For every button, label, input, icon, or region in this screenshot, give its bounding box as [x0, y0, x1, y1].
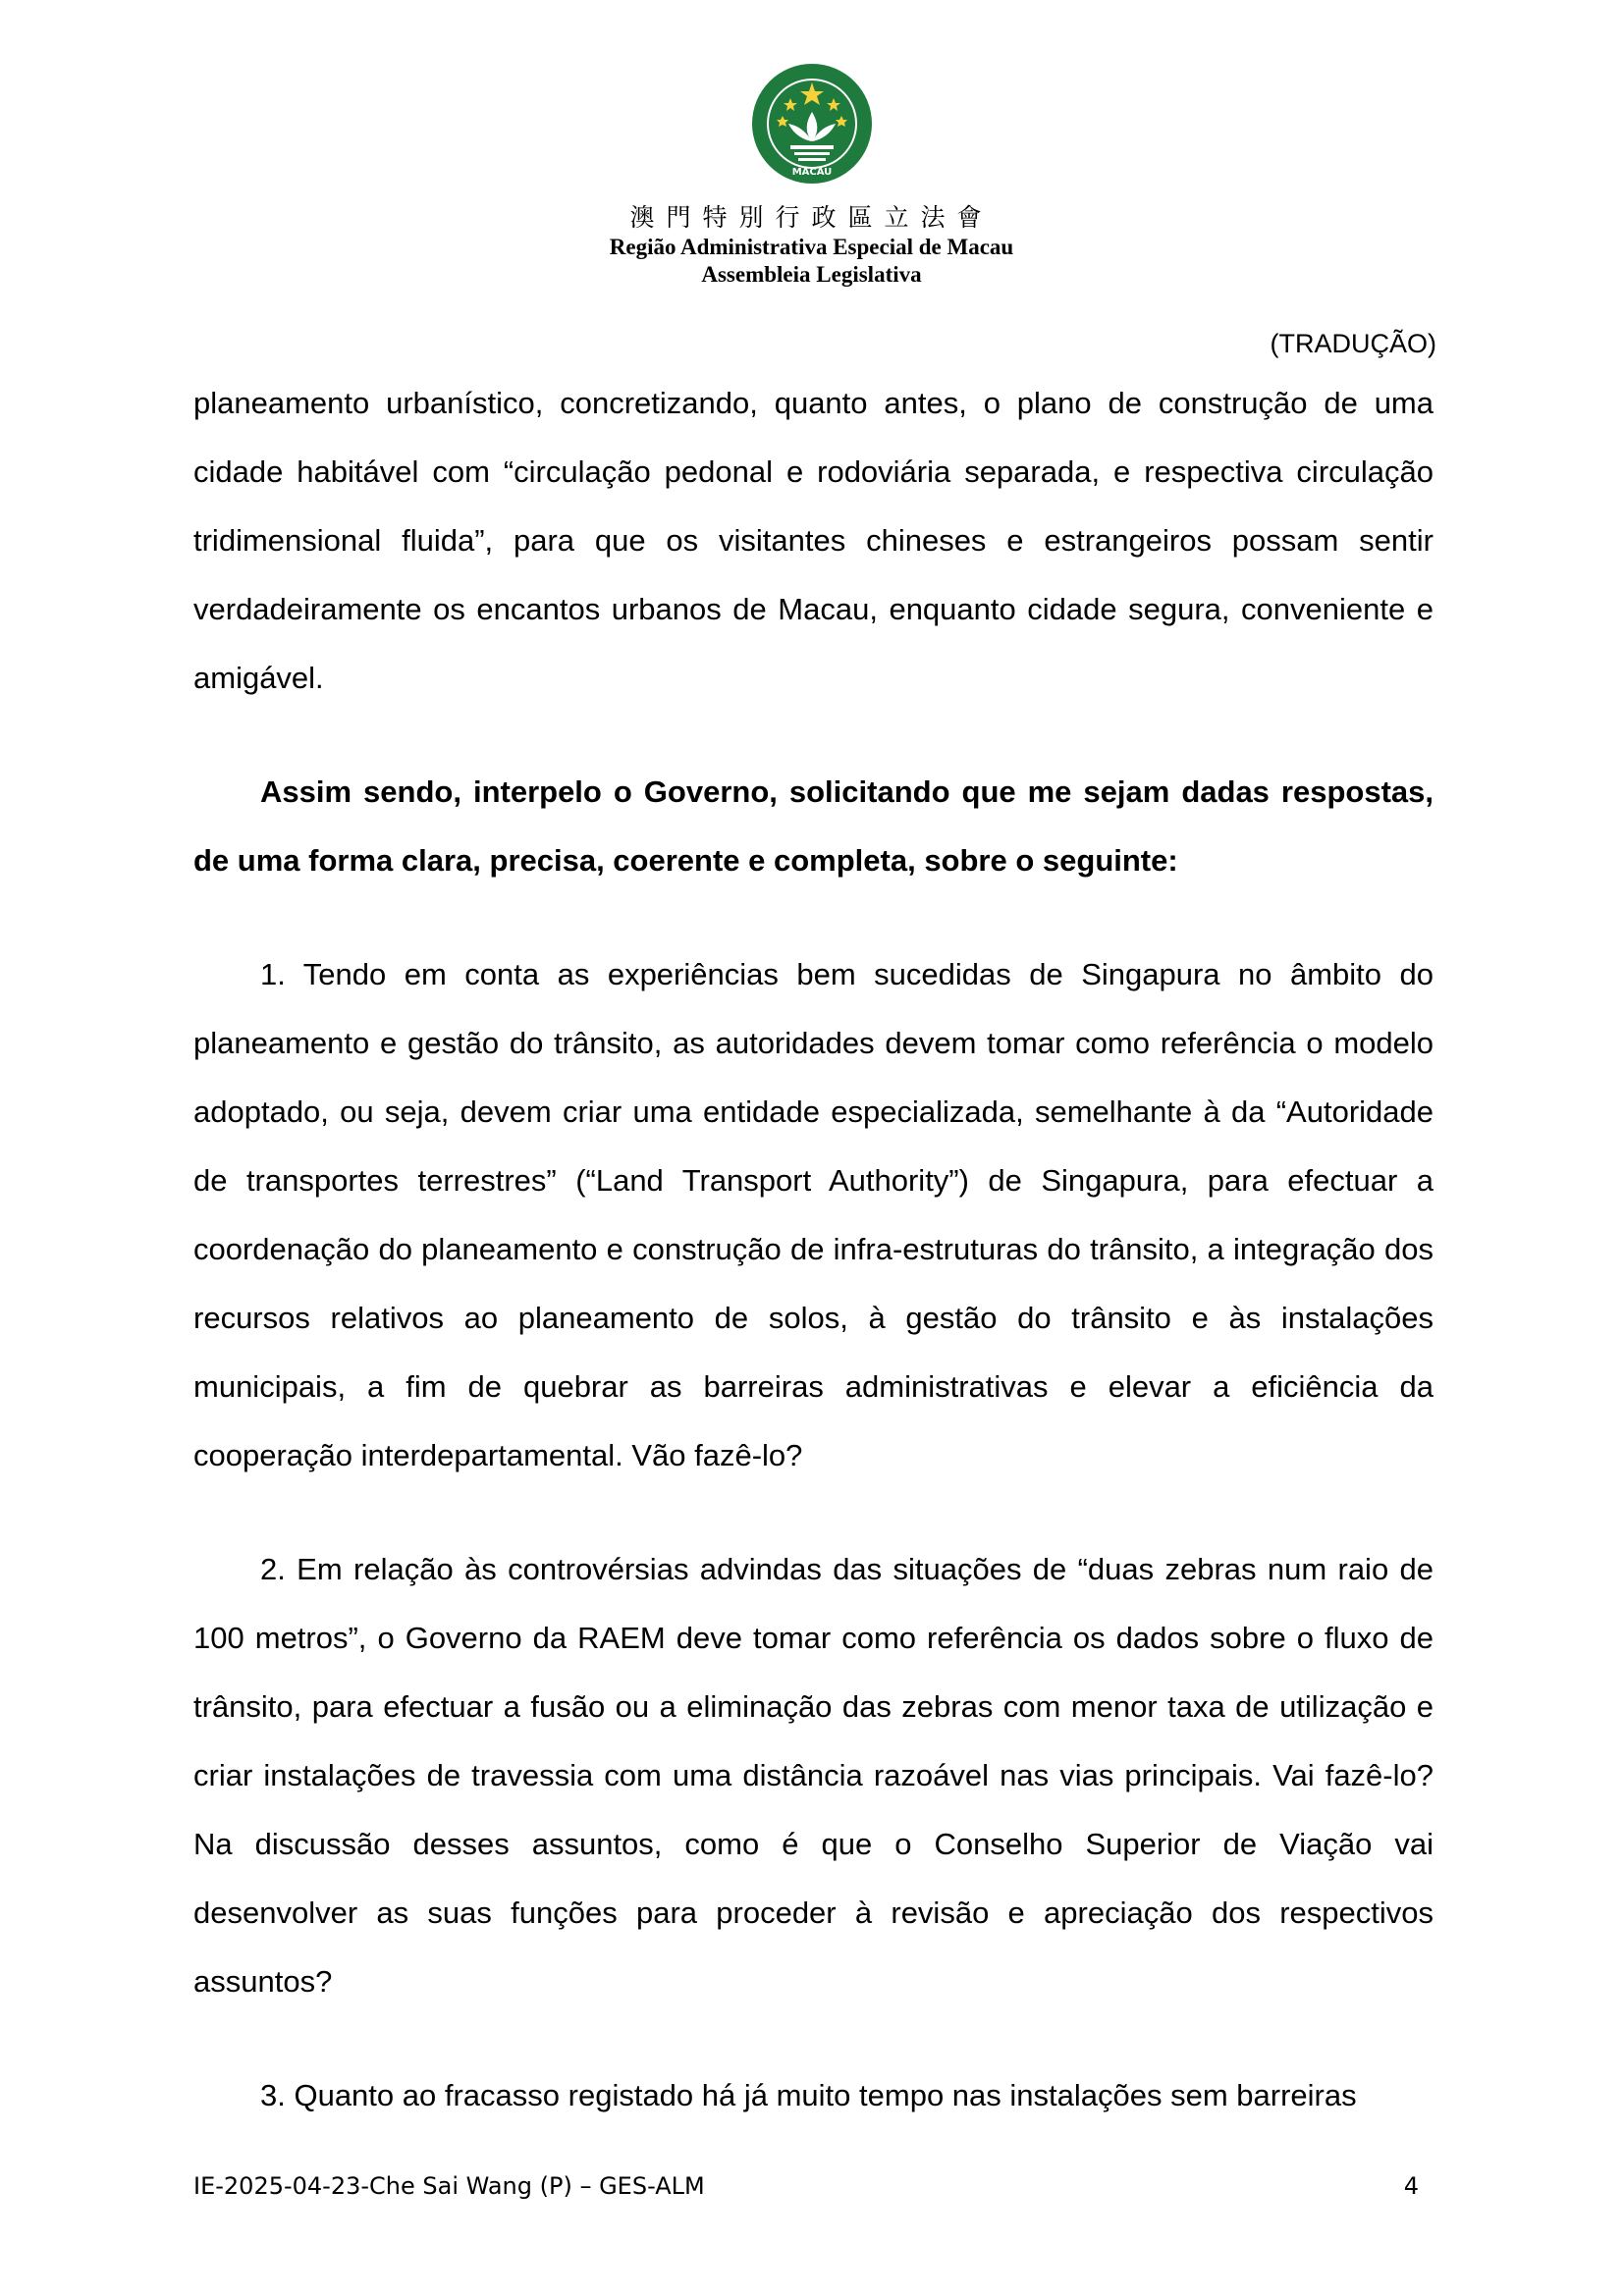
- document-body: [193, 369, 1434, 2130]
- body-paragraph: planeamento urbanístico, concretizando, quanto antes, o plano de construção de uma cidade habitável com “circulação pedonal e rodoviária separada, e respectiva circulação tridimensional fluida”, para que os visitantes chineses e estrangeiros possam sentir verdadeiramente os encantos urbanos de Macau, enquanto cidade segura, conveniente e amigável.: [193, 386, 1434, 695]
- chinese-institution-name: 澳門特別行政區立法會: [629, 203, 994, 232]
- question-1: 1. Tendo em conta as experiências bem sucedidas de Singapura no âmbito do planeamento e gestão do trânsito, as autoridades devem tomar como referência o modelo adoptado, ou seja, devem criar uma entidade especializada, semelhante à da “Autoridade de transportes terrestres” (“Land Transport Authority”) de Singapura, para efectuar a coordenação do planeamento e construção de infra-estruturas do trânsito, a integração dos recursos relativos ao planeamento de solos, à gestão do trânsito e às instalações municipais, a fim de quebrar as barreiras administrativas e elevar a eficiência da cooperação interdepartamental. Vão fazê-lo?: [193, 957, 1434, 1472]
- interpellation-paragraph: Assim sendo, interpelo o Governo, solicitando que me sejam dadas respostas, de uma forma clara, precisa, coerente e completa, sobre o seguinte:: [193, 774, 1434, 878]
- translation-tag: (TRADUÇÃO): [1270, 329, 1436, 358]
- question-2: 2. Em relação às controvérsias advindas das situações de “duas zebras num raio de 100 metros”, o Governo da RAEM deve tomar como referência os dados sobre o fluxo de trânsito, para efectuar a fusão ou a eliminação das zebras com menor taxa de utilização e criar instalações de travessia com uma distância razoável nas vias principais. Vai fazê-lo? Na discussão desses assuntos, como é que o Conselho Superior de Viação vai desenvolver as suas funções para proceder à revisão e apreciação dos respectivos assuntos?: [193, 1552, 1434, 1999]
- page-header: [0, 61, 1623, 289]
- region-name: Região Administrativa Especial de Macau: [609, 235, 1014, 259]
- page-number: 4: [1403, 2172, 1419, 2200]
- macau-emblem-icon: [749, 61, 875, 187]
- document-reference: IE-2025-04-23-Che Sai Wang (P) – GES-ALM: [193, 2172, 705, 2200]
- emblem-label: MACAU: [791, 167, 832, 178]
- assembly-name: Assembleia Legislativa: [701, 262, 922, 287]
- question-3: 3. Quanto ao fracasso registado há já muito tempo nas instalações sem barreiras: [260, 2078, 1357, 2112]
